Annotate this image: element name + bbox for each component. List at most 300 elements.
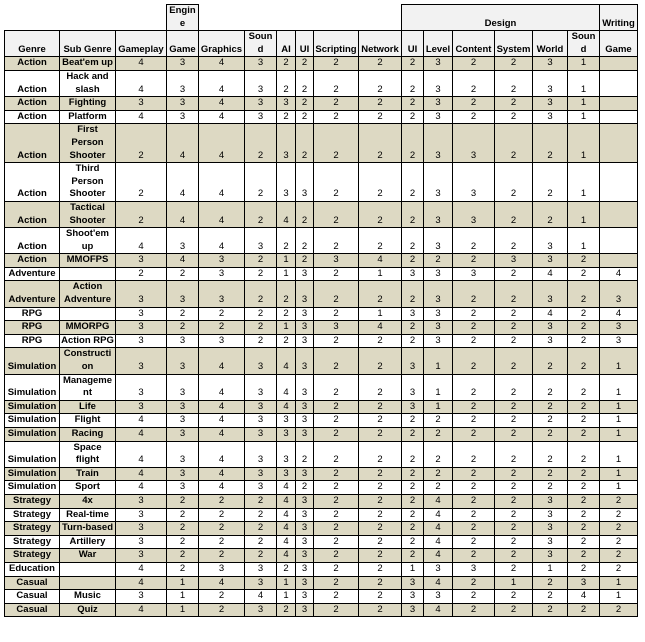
value-cell: 2 bbox=[495, 163, 533, 202]
value-cell: 3 bbox=[116, 348, 167, 374]
value-cell: 3 bbox=[296, 428, 314, 442]
value-cell: 3 bbox=[600, 334, 638, 348]
value-cell: 2 bbox=[402, 201, 424, 227]
value-cell bbox=[600, 201, 638, 227]
value-cell: 2 bbox=[199, 603, 245, 617]
value-cell: 3 bbox=[533, 321, 568, 335]
value-cell: 2 bbox=[453, 321, 495, 335]
value-cell: 2 bbox=[453, 603, 495, 617]
value-cell: 3 bbox=[296, 603, 314, 617]
value-cell: 3 bbox=[402, 603, 424, 617]
sub-genre-cell: Turn-based bbox=[60, 522, 116, 536]
column-header[interactable]: System bbox=[495, 31, 533, 57]
value-cell bbox=[600, 110, 638, 124]
value-cell: 3 bbox=[296, 374, 314, 400]
value-cell: 1 bbox=[568, 228, 600, 254]
value-cell: 3 bbox=[533, 70, 568, 96]
group-header-engine: Engine bbox=[167, 5, 199, 31]
value-cell: 3 bbox=[277, 441, 296, 467]
value-cell: 2 bbox=[277, 70, 296, 96]
value-cell: 2 bbox=[495, 110, 533, 124]
value-cell: 2 bbox=[453, 494, 495, 508]
value-cell: 4 bbox=[424, 576, 453, 590]
value-cell: 2 bbox=[296, 110, 314, 124]
value-cell: 4 bbox=[277, 508, 296, 522]
genre-cell: Adventure bbox=[5, 281, 60, 307]
value-cell: 4 bbox=[277, 201, 296, 227]
value-cell: 2 bbox=[245, 321, 277, 335]
genre-cell: Casual bbox=[5, 590, 60, 604]
value-cell: 2 bbox=[424, 254, 453, 268]
value-cell: 2 bbox=[359, 334, 402, 348]
sub-genre-cell: Flight bbox=[60, 414, 116, 428]
value-cell: 1 bbox=[424, 374, 453, 400]
value-cell: 2 bbox=[402, 334, 424, 348]
value-cell: 2 bbox=[359, 535, 402, 549]
value-cell: 3 bbox=[424, 124, 453, 163]
column-header[interactable]: World bbox=[533, 31, 568, 57]
value-cell: 3 bbox=[424, 201, 453, 227]
value-cell: 4 bbox=[116, 441, 167, 467]
genre-cell: Action bbox=[5, 163, 60, 202]
value-cell: 4 bbox=[199, 228, 245, 254]
value-cell: 3 bbox=[116, 334, 167, 348]
table-row bbox=[5, 110, 638, 124]
value-cell: 3 bbox=[424, 334, 453, 348]
value-cell: 2 bbox=[245, 124, 277, 163]
value-cell: 3 bbox=[495, 254, 533, 268]
sub-genre-cell: 4x bbox=[60, 494, 116, 508]
value-cell: 3 bbox=[533, 535, 568, 549]
value-cell: 3 bbox=[116, 508, 167, 522]
value-cell: 3 bbox=[424, 321, 453, 335]
value-cell: 3 bbox=[296, 334, 314, 348]
value-cell: 2 bbox=[359, 400, 402, 414]
value-cell: 4 bbox=[116, 603, 167, 617]
value-cell: 3 bbox=[424, 267, 453, 281]
value-cell: 2 bbox=[167, 321, 199, 335]
value-cell: 3 bbox=[245, 57, 277, 71]
value-cell: 3 bbox=[296, 400, 314, 414]
value-cell: 3 bbox=[167, 281, 199, 307]
value-cell: 2 bbox=[402, 321, 424, 335]
group-header-blank bbox=[5, 5, 116, 31]
column-header[interactable]: UI bbox=[296, 31, 314, 57]
column-header[interactable]: AI bbox=[277, 31, 296, 57]
value-cell bbox=[600, 70, 638, 96]
value-cell: 1 bbox=[277, 267, 296, 281]
value-cell: 2 bbox=[495, 603, 533, 617]
value-cell: 2 bbox=[245, 254, 277, 268]
genre-cell: Strategy bbox=[5, 549, 60, 563]
value-cell: 2 bbox=[116, 201, 167, 227]
value-cell: 3 bbox=[167, 414, 199, 428]
value-cell: 2 bbox=[245, 522, 277, 536]
genre-cell: Action bbox=[5, 201, 60, 227]
value-cell: 2 bbox=[314, 414, 359, 428]
value-cell: 3 bbox=[296, 307, 314, 321]
value-cell: 3 bbox=[245, 228, 277, 254]
value-cell: 2 bbox=[359, 374, 402, 400]
value-cell: 2 bbox=[359, 201, 402, 227]
value-cell: 2 bbox=[453, 97, 495, 111]
value-cell: 1 bbox=[600, 481, 638, 495]
value-cell: 3 bbox=[116, 97, 167, 111]
value-cell: 2 bbox=[453, 414, 495, 428]
value-cell: 4 bbox=[116, 70, 167, 96]
value-cell: 3 bbox=[296, 590, 314, 604]
value-cell: 2 bbox=[314, 428, 359, 442]
value-cell: 4 bbox=[167, 201, 199, 227]
value-cell: 2 bbox=[495, 562, 533, 576]
value-cell: 3 bbox=[296, 321, 314, 335]
value-cell: 2 bbox=[495, 441, 533, 467]
value-cell: 2 bbox=[402, 481, 424, 495]
value-cell: 3 bbox=[533, 522, 568, 536]
sub-genre-cell bbox=[60, 576, 116, 590]
value-cell: 2 bbox=[314, 535, 359, 549]
value-cell: 3 bbox=[167, 110, 199, 124]
value-cell: 1 bbox=[568, 110, 600, 124]
value-cell: 1 bbox=[167, 603, 199, 617]
table-row bbox=[5, 535, 638, 549]
sub-genre-cell: Platform bbox=[60, 110, 116, 124]
value-cell: 3 bbox=[245, 97, 277, 111]
value-cell: 2 bbox=[568, 254, 600, 268]
value-cell: 2 bbox=[495, 228, 533, 254]
table-row bbox=[5, 428, 638, 442]
value-cell: 2 bbox=[568, 535, 600, 549]
value-cell: 2 bbox=[314, 57, 359, 71]
genre-cell: Strategy bbox=[5, 508, 60, 522]
value-cell: 4 bbox=[533, 307, 568, 321]
value-cell: 4 bbox=[568, 590, 600, 604]
value-cell: 2 bbox=[296, 441, 314, 467]
value-cell: 3 bbox=[245, 400, 277, 414]
genre-cell: Action bbox=[5, 228, 60, 254]
table-row bbox=[5, 321, 638, 335]
value-cell: 2 bbox=[359, 414, 402, 428]
value-cell: 2 bbox=[314, 97, 359, 111]
value-cell: 1 bbox=[167, 590, 199, 604]
value-cell: 2 bbox=[568, 562, 600, 576]
sub-genre-cell: Tactical Shooter bbox=[60, 201, 116, 227]
value-cell: 2 bbox=[277, 307, 296, 321]
column-header[interactable]: Level bbox=[424, 31, 453, 57]
value-cell: 1 bbox=[167, 576, 199, 590]
value-cell: 2 bbox=[533, 414, 568, 428]
value-cell: 2 bbox=[277, 562, 296, 576]
value-cell: 3 bbox=[533, 334, 568, 348]
value-cell: 2 bbox=[568, 374, 600, 400]
genre-cell: Simulation bbox=[5, 467, 60, 481]
sub-genre-cell: Shoot'em up bbox=[60, 228, 116, 254]
value-cell: 1 bbox=[359, 307, 402, 321]
value-cell: 2 bbox=[245, 334, 277, 348]
genre-cell: Action bbox=[5, 110, 60, 124]
value-cell: 2 bbox=[495, 522, 533, 536]
value-cell: 2 bbox=[453, 428, 495, 442]
sub-genre-cell: War bbox=[60, 549, 116, 563]
value-cell: 2 bbox=[495, 97, 533, 111]
value-cell: 2 bbox=[359, 562, 402, 576]
sub-genre-cell: Beat'em up bbox=[60, 57, 116, 71]
value-cell: 2 bbox=[199, 307, 245, 321]
sub-genre-cell: Construction bbox=[60, 348, 116, 374]
value-cell: 1 bbox=[568, 70, 600, 96]
value-cell: 3 bbox=[402, 400, 424, 414]
sub-genre-cell: Hack and slash bbox=[60, 70, 116, 96]
table-row bbox=[5, 307, 638, 321]
value-cell: 4 bbox=[199, 428, 245, 442]
value-cell: 1 bbox=[600, 428, 638, 442]
value-cell: 2 bbox=[296, 124, 314, 163]
value-cell: 3 bbox=[453, 562, 495, 576]
value-cell: 2 bbox=[533, 163, 568, 202]
value-cell: 3 bbox=[245, 70, 277, 96]
value-cell: 2 bbox=[402, 57, 424, 71]
value-cell: 3 bbox=[453, 267, 495, 281]
value-cell: 2 bbox=[314, 201, 359, 227]
value-cell: 3 bbox=[424, 97, 453, 111]
value-cell: 3 bbox=[296, 562, 314, 576]
table-row bbox=[5, 562, 638, 576]
value-cell: 2 bbox=[314, 163, 359, 202]
value-cell: 3 bbox=[245, 481, 277, 495]
value-cell: 3 bbox=[296, 535, 314, 549]
value-cell: 2 bbox=[453, 110, 495, 124]
value-cell: 3 bbox=[296, 508, 314, 522]
value-cell: 2 bbox=[533, 348, 568, 374]
column-header[interactable]: Sub Genre bbox=[60, 31, 116, 57]
genre-cell: Education bbox=[5, 562, 60, 576]
value-cell: 2 bbox=[600, 603, 638, 617]
value-cell: 2 bbox=[533, 201, 568, 227]
value-cell: 2 bbox=[314, 334, 359, 348]
value-cell: 2 bbox=[314, 267, 359, 281]
value-cell: 1 bbox=[600, 590, 638, 604]
value-cell: 2 bbox=[277, 281, 296, 307]
value-cell: 2 bbox=[600, 494, 638, 508]
sub-genre-cell: Music bbox=[60, 590, 116, 604]
genre-cell: Simulation bbox=[5, 428, 60, 442]
value-cell: 4 bbox=[424, 603, 453, 617]
value-cell: 4 bbox=[199, 374, 245, 400]
value-cell: 3 bbox=[167, 334, 199, 348]
value-cell: 3 bbox=[424, 562, 453, 576]
table-row bbox=[5, 481, 638, 495]
column-header[interactable]: Game bbox=[167, 31, 199, 57]
value-cell: 2 bbox=[402, 508, 424, 522]
value-cell: 3 bbox=[402, 307, 424, 321]
sub-genre-cell: Fighting bbox=[60, 97, 116, 111]
sub-genre-cell: Action RPG bbox=[60, 334, 116, 348]
value-cell: 2 bbox=[402, 163, 424, 202]
value-cell: 3 bbox=[277, 428, 296, 442]
sub-genre-cell: Management bbox=[60, 374, 116, 400]
value-cell: 3 bbox=[167, 374, 199, 400]
table-row bbox=[5, 549, 638, 563]
value-cell: 3 bbox=[167, 428, 199, 442]
value-cell: 2 bbox=[245, 508, 277, 522]
value-cell: 2 bbox=[402, 428, 424, 442]
value-cell: 2 bbox=[533, 590, 568, 604]
value-cell: 2 bbox=[167, 307, 199, 321]
value-cell: 2 bbox=[359, 590, 402, 604]
genre-cell: Casual bbox=[5, 576, 60, 590]
value-cell: 2 bbox=[402, 281, 424, 307]
value-cell: 3 bbox=[116, 321, 167, 335]
value-cell: 4 bbox=[116, 467, 167, 481]
value-cell: 1 bbox=[277, 254, 296, 268]
value-cell: 2 bbox=[495, 428, 533, 442]
value-cell: 3 bbox=[424, 228, 453, 254]
value-cell: 2 bbox=[116, 163, 167, 202]
value-cell: 2 bbox=[495, 494, 533, 508]
value-cell: 2 bbox=[533, 603, 568, 617]
value-cell: 2 bbox=[568, 321, 600, 335]
value-cell: 4 bbox=[116, 562, 167, 576]
value-cell: 3 bbox=[453, 201, 495, 227]
value-cell: 3 bbox=[167, 57, 199, 71]
value-cell: 2 bbox=[314, 110, 359, 124]
sub-genre-cell: Quiz bbox=[60, 603, 116, 617]
sub-genre-cell: Space flight bbox=[60, 441, 116, 467]
value-cell: 2 bbox=[359, 124, 402, 163]
table-row bbox=[5, 603, 638, 617]
column-header[interactable]: Graphics bbox=[199, 31, 245, 57]
column-header[interactable]: Content bbox=[453, 31, 495, 57]
value-cell: 4 bbox=[199, 163, 245, 202]
value-cell: 2 bbox=[568, 549, 600, 563]
value-cell: 2 bbox=[533, 428, 568, 442]
value-cell: 2 bbox=[199, 494, 245, 508]
value-cell: 2 bbox=[600, 549, 638, 563]
value-cell: 4 bbox=[116, 228, 167, 254]
value-cell: 4 bbox=[600, 267, 638, 281]
genre-skill-table bbox=[4, 4, 638, 617]
value-cell: 3 bbox=[402, 590, 424, 604]
value-cell: 2 bbox=[495, 549, 533, 563]
value-cell: 2 bbox=[314, 281, 359, 307]
value-cell: 1 bbox=[600, 576, 638, 590]
value-cell: 2 bbox=[116, 124, 167, 163]
genre-cell: RPG bbox=[5, 307, 60, 321]
value-cell: 4 bbox=[167, 254, 199, 268]
column-header[interactable]: Game bbox=[600, 31, 638, 57]
sub-genre-cell: Artillery bbox=[60, 535, 116, 549]
table-row bbox=[5, 467, 638, 481]
column-header[interactable]: Gameplay bbox=[116, 31, 167, 57]
value-cell: 2 bbox=[568, 508, 600, 522]
value-cell: 2 bbox=[199, 549, 245, 563]
value-cell: 2 bbox=[314, 549, 359, 563]
value-cell: 4 bbox=[424, 522, 453, 536]
value-cell: 2 bbox=[296, 254, 314, 268]
value-cell: 2 bbox=[568, 348, 600, 374]
value-cell: 2 bbox=[314, 481, 359, 495]
table-row bbox=[5, 163, 638, 202]
value-cell: 2 bbox=[314, 494, 359, 508]
value-cell: 2 bbox=[453, 522, 495, 536]
value-cell: 2 bbox=[453, 535, 495, 549]
column-header[interactable]: Sound bbox=[245, 31, 277, 57]
value-cell: 2 bbox=[424, 414, 453, 428]
value-cell: 2 bbox=[296, 201, 314, 227]
value-cell: 1 bbox=[568, 201, 600, 227]
value-cell: 2 bbox=[402, 70, 424, 96]
value-cell: 3 bbox=[296, 549, 314, 563]
value-cell: 4 bbox=[245, 590, 277, 604]
value-cell: 2 bbox=[245, 549, 277, 563]
value-cell: 3 bbox=[167, 348, 199, 374]
value-cell: 3 bbox=[600, 321, 638, 335]
value-cell: 3 bbox=[199, 281, 245, 307]
value-cell: 4 bbox=[116, 576, 167, 590]
value-cell: 2 bbox=[402, 549, 424, 563]
value-cell: 3 bbox=[402, 576, 424, 590]
value-cell: 2 bbox=[495, 374, 533, 400]
value-cell: 3 bbox=[314, 321, 359, 335]
value-cell: 2 bbox=[495, 267, 533, 281]
value-cell: 3 bbox=[533, 549, 568, 563]
value-cell: 4 bbox=[359, 321, 402, 335]
value-cell: 2 bbox=[402, 124, 424, 163]
table-row bbox=[5, 57, 638, 71]
group-header-blank bbox=[116, 5, 167, 31]
value-cell: 1 bbox=[402, 562, 424, 576]
value-cell: 4 bbox=[359, 254, 402, 268]
value-cell: 2 bbox=[359, 603, 402, 617]
value-cell: 2 bbox=[359, 467, 402, 481]
value-cell: 3 bbox=[199, 267, 245, 281]
value-cell: 2 bbox=[359, 428, 402, 442]
value-cell: 2 bbox=[533, 576, 568, 590]
value-cell: 1 bbox=[600, 348, 638, 374]
value-cell bbox=[600, 124, 638, 163]
column-header[interactable]: UI bbox=[402, 31, 424, 57]
sub-genre-cell: MMOFPS bbox=[60, 254, 116, 268]
value-cell: 4 bbox=[277, 494, 296, 508]
genre-cell: Action bbox=[5, 124, 60, 163]
column-header[interactable]: Scripting bbox=[314, 31, 359, 57]
value-cell: 2 bbox=[495, 307, 533, 321]
genre-cell: Simulation bbox=[5, 441, 60, 467]
value-cell: 2 bbox=[533, 124, 568, 163]
value-cell: 2 bbox=[314, 374, 359, 400]
value-cell: 2 bbox=[402, 522, 424, 536]
column-header[interactable]: Sound bbox=[568, 31, 600, 57]
value-cell: 2 bbox=[167, 494, 199, 508]
value-cell: 2 bbox=[568, 267, 600, 281]
value-cell: 3 bbox=[533, 508, 568, 522]
table-row bbox=[5, 201, 638, 227]
value-cell: 2 bbox=[424, 441, 453, 467]
value-cell: 2 bbox=[314, 400, 359, 414]
column-header[interactable]: Network bbox=[359, 31, 402, 57]
value-cell: 2 bbox=[600, 522, 638, 536]
value-cell: 2 bbox=[402, 494, 424, 508]
value-cell: 2 bbox=[277, 334, 296, 348]
value-cell: 2 bbox=[359, 281, 402, 307]
value-cell: 3 bbox=[116, 522, 167, 536]
value-cell: 2 bbox=[314, 590, 359, 604]
value-cell: 2 bbox=[277, 603, 296, 617]
value-cell: 2 bbox=[453, 281, 495, 307]
value-cell: 2 bbox=[314, 603, 359, 617]
column-header[interactable]: Genre bbox=[5, 31, 60, 57]
genre-cell: RPG bbox=[5, 321, 60, 335]
